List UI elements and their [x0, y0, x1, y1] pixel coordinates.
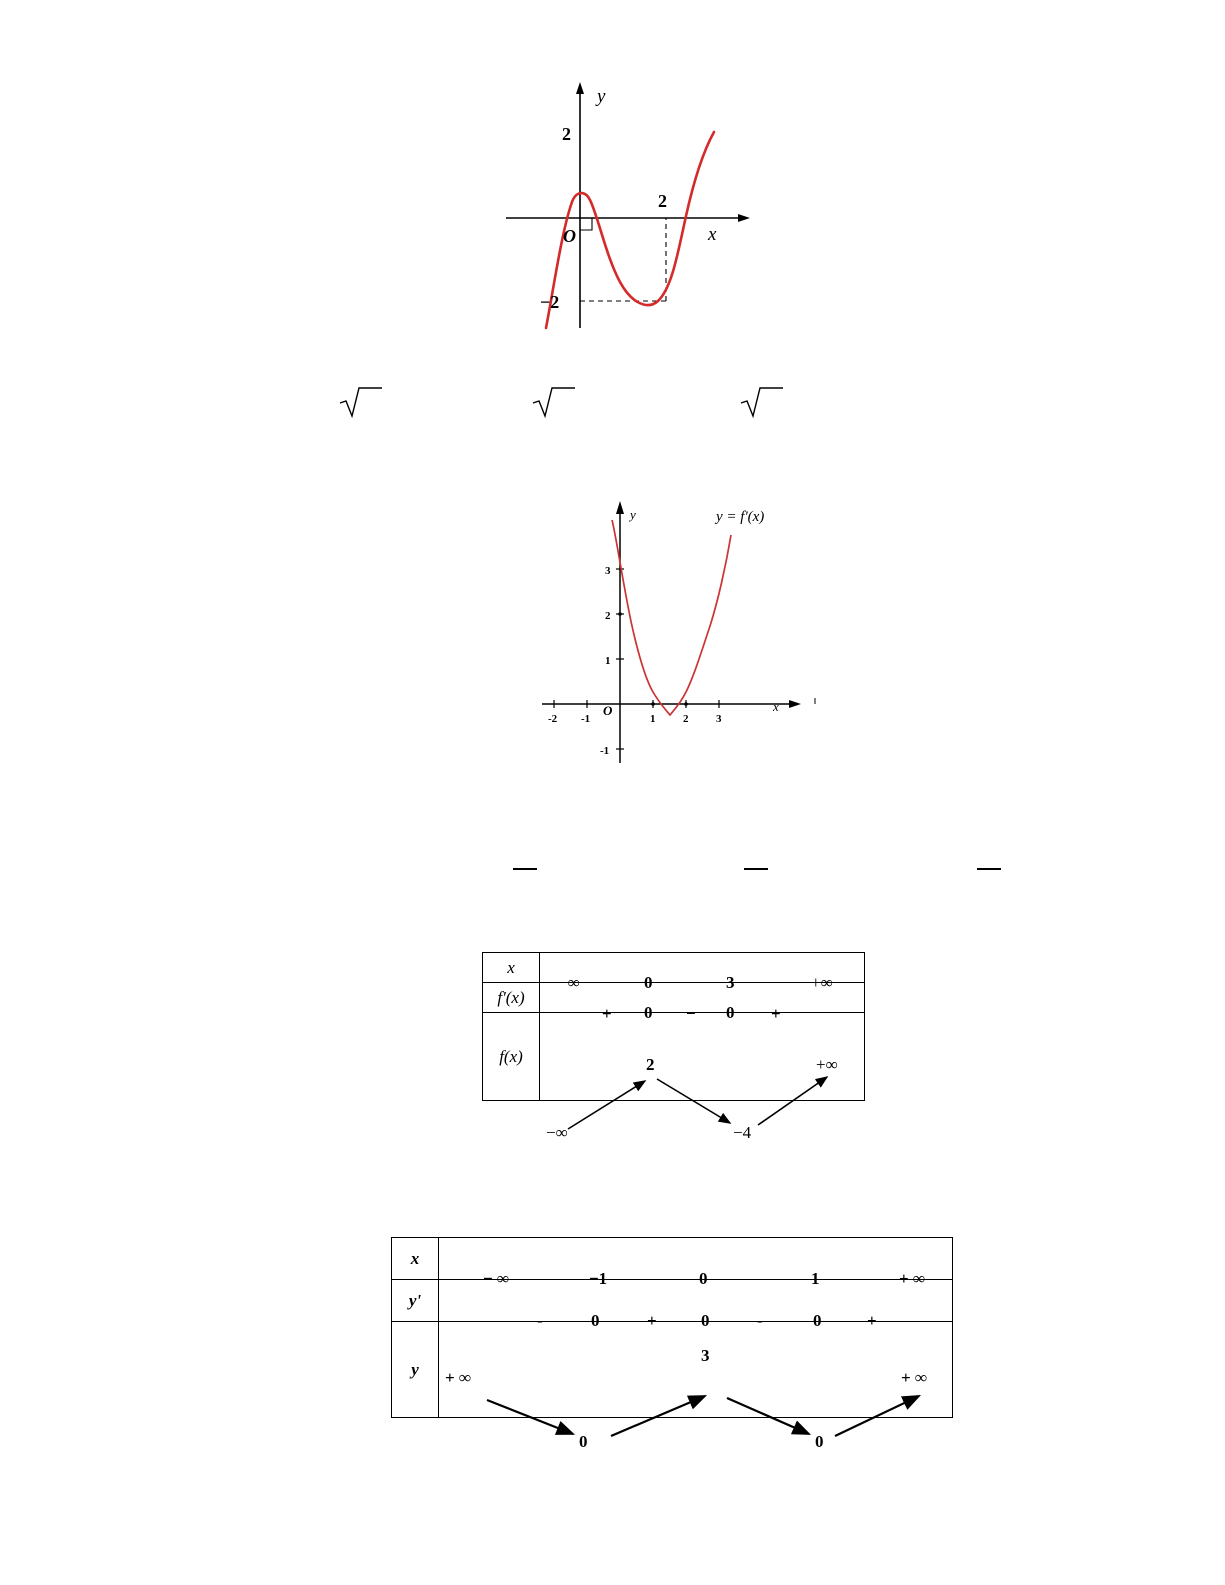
y-tick-label-3: 3: [605, 565, 611, 577]
x-axis-label: x: [773, 699, 779, 714]
x-tick-label-3: 3: [716, 713, 722, 725]
radical-symbol-2: [531, 385, 577, 419]
variation-end: + ∞: [901, 1367, 928, 1387]
variation-start: −∞: [546, 1122, 568, 1142]
sign-minus-2: -: [757, 1310, 763, 1330]
y-intercept-point: [618, 612, 622, 616]
root-point-1: [651, 702, 655, 706]
origin-label: O: [603, 703, 613, 718]
y-tick-label-2: 2: [605, 610, 611, 622]
variation-start: + ∞: [445, 1367, 472, 1387]
row-y-variation: [439, 1322, 953, 1451]
row-yprime-signs: [439, 1280, 953, 1330]
x-value-3: 3: [726, 972, 735, 992]
fraction-bar-1: [513, 868, 537, 870]
sign-zero-3: 0: [813, 1310, 822, 1330]
y-axis-arrow: [616, 501, 624, 514]
arrow-up-2: [835, 1396, 919, 1436]
x-value-plus-infinity: + ∞: [899, 1268, 926, 1288]
y-axis-label: y: [597, 86, 606, 107]
sign-minus-1: -: [537, 1310, 543, 1330]
variation-local-min: −4: [733, 1122, 752, 1142]
x-tick-label-1: 1: [650, 713, 656, 725]
table-row-y: [392, 1322, 953, 1418]
sign-zero-1: 0: [644, 1002, 653, 1022]
row-label-x: x: [392, 1238, 439, 1280]
variation-min-left: 0: [579, 1431, 588, 1451]
sign-plus-1: +: [602, 1003, 612, 1023]
figure-derivative-parabola: [520, 495, 830, 770]
x-tick-label--2: -2: [548, 713, 558, 725]
y-tick-label--1: -1: [600, 745, 610, 757]
sign-minus: −: [686, 1003, 696, 1023]
x-tick-label-2: 2: [683, 713, 689, 725]
row-f-variation: [540, 1013, 865, 1142]
row-x-values: [540, 953, 865, 992]
sign-zero-1: 0: [591, 1310, 600, 1330]
y-tick-minus2-label: −2: [540, 292, 560, 312]
x-axis-arrow: [738, 214, 750, 222]
radical-symbol-1: [338, 385, 384, 419]
root-point-2: [684, 702, 688, 706]
arrow-up-2: [758, 1077, 827, 1125]
radical-glyph: [533, 388, 575, 416]
variation-table-1: [482, 952, 865, 1142]
x-value--1: −1: [589, 1268, 608, 1288]
table-row-x: [392, 1238, 953, 1280]
y-axis-arrow: [576, 82, 584, 94]
variation-local-max: 3: [701, 1345, 710, 1365]
table-row-f: [483, 1013, 865, 1101]
y-tick-label-1: 1: [605, 655, 611, 667]
fraction-bar-2: [744, 868, 768, 870]
arrow-down-1: [487, 1400, 573, 1434]
x-value-0: 0: [699, 1268, 708, 1288]
y-axis-label: y: [630, 507, 636, 522]
row-label-yprime: y': [392, 1280, 439, 1322]
radical-glyph: [741, 388, 783, 416]
row-label-x: x: [483, 953, 540, 983]
sign-zero-2: 0: [701, 1310, 710, 1330]
x-value-0: 0: [644, 972, 653, 992]
sign-plus-1: +: [647, 1310, 657, 1330]
x-axis-label: x: [708, 224, 717, 245]
row-label-fprime: f'(x): [483, 983, 540, 1013]
row-label-y: y: [392, 1322, 439, 1418]
row-x-values: [439, 1238, 953, 1288]
sign-zero-2: 0: [726, 1002, 735, 1022]
derivative-parabola-svg: [520, 495, 830, 770]
right-angle-marker: [580, 218, 592, 230]
radical-glyph: [340, 388, 382, 416]
arrow-up-1: [611, 1396, 705, 1436]
origin-label: O: [563, 226, 576, 246]
variation-arrows-2: [439, 1367, 953, 1466]
x-value-plus-infinity: +∞: [811, 972, 833, 992]
x-tick-label--1: -1: [581, 713, 591, 725]
variation-local-max: 2: [646, 1054, 655, 1074]
y-tick-2-label: 2: [562, 124, 571, 144]
x-value-minus-infinity: − ∞: [483, 1268, 510, 1288]
parabola-curve: [612, 520, 731, 715]
table-row-fprime: [483, 983, 865, 1013]
variation-table-2: [391, 1237, 953, 1451]
x-tick-2-label: 2: [658, 191, 667, 211]
sign-plus-2: +: [771, 1003, 781, 1023]
variation-min-right: 0: [815, 1431, 824, 1451]
row-label-f: f(x): [483, 1013, 540, 1101]
fraction-bar-row: [0, 862, 1225, 886]
arrow-up-1: [568, 1081, 645, 1129]
figure-cubic-graph: [480, 70, 770, 335]
variation-end: +∞: [816, 1054, 838, 1074]
x-value-1: 1: [811, 1268, 820, 1288]
arrow-down-1: [657, 1079, 730, 1123]
cubic-graph-svg: [480, 70, 770, 335]
radical-row: [0, 385, 1225, 425]
curve-equation-label: y = f'(x): [716, 509, 765, 525]
radical-symbol-3: [739, 385, 785, 419]
x-value-minus-infinity: −∞: [558, 972, 580, 992]
sign-plus-2: +: [867, 1310, 877, 1330]
arrow-down-2: [727, 1398, 809, 1434]
table-row-x: [483, 953, 865, 983]
table-row-yprime: [392, 1280, 953, 1322]
fraction-bar-3: [977, 868, 1001, 870]
x-axis-arrow: [789, 700, 801, 708]
